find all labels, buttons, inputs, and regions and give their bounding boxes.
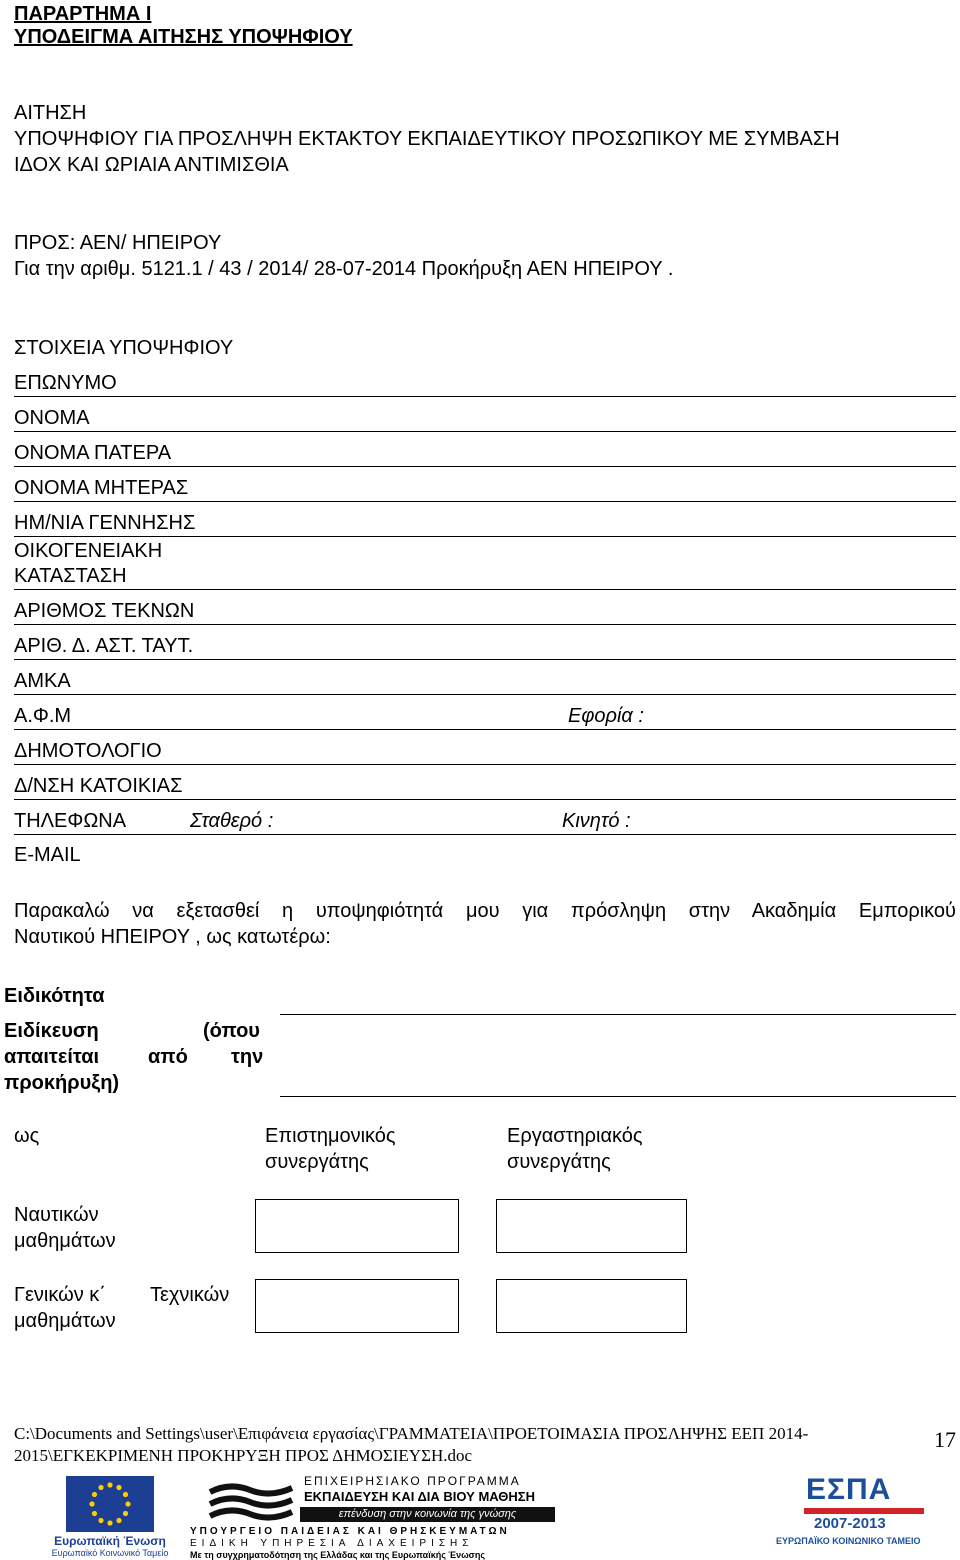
cofinance-note: Με τη συγχρηματοδότηση της Ελλάδας και της Ευρωπαϊκής Ένωσης [190, 1550, 486, 1560]
name-field[interactable] [14, 431, 956, 432]
request-line-1: ΥΠΟΨΗΦΙΟΥ ΓΙΑ ΠΡΟΣΛΗΨΗ ΕΚΤΑΚΤΟΥ ΕΚΠΑΙΔΕΥΤΙΚΟΥ ΠΡΟΣΩΠΙΚΟΥ ΜΕ ΣΥΜΒΑΣΗ [14, 128, 840, 150]
announcement-reference: Για την αριθμ. 5121.1 / 43 / 2014/ 28-07-2014 Προκήρυξη ΑΕΝ ΗΠΕΙΡΟΥ . [14, 258, 674, 280]
espa-fund: ΕΥΡΩΠΑΪΚΟ ΚΟΙΝΩΝΙΚΟ ΤΑΜΕΙΟ [776, 1536, 921, 1546]
id-number-label: ΑΡΙΘ. Δ. ΑΣΤ. ΤΑΥΤ. [14, 635, 194, 657]
annex-title: ΠΑΡΑΡΤΗΜΑ Ι [14, 3, 152, 25]
general-courses-label-1a: Γενικών κ΄ [14, 1284, 106, 1306]
candidate-section-title: ΣΤΟΙΧΕΙΑ ΥΠΟΨΗΦΙΟΥ [14, 337, 234, 359]
sub-specialty-label-2b: από [148, 1046, 188, 1068]
eu-flag-icon [66, 1476, 154, 1532]
role-as-label: ως [14, 1125, 40, 1147]
sub-specialty-label-3: προκήρυξη) [4, 1072, 120, 1094]
programme-name: ΕΚΠΑΙΔΕΥΣΗ ΚΑΙ ΔΙΑ ΒΙΟΥ ΜΑΘΗΣΗ [304, 1489, 535, 1504]
children-field[interactable] [14, 624, 956, 625]
amka-field[interactable] [14, 694, 956, 695]
scientific-collaborator-label-1: Επιστημονικός [265, 1125, 396, 1147]
specialty-label: Ειδικότητα [4, 985, 105, 1007]
address-label: Δ/ΝΣΗ ΚΑΤΟΙΚΙΑΣ [14, 775, 183, 797]
surname-label: ΕΠΩΝΥΜΟ [14, 372, 117, 394]
father-name-field[interactable] [14, 466, 956, 467]
family-status-field[interactable] [14, 589, 956, 590]
children-label: ΑΡΙΘΜΟΣ ΤΕΚΝΩΝ [14, 600, 195, 622]
id-number-field[interactable] [14, 659, 956, 660]
general-courses-label-1b: Τεχνικών [150, 1284, 230, 1306]
recipient: ΠΡΟΣ: ΑΕΝ/ ΗΠΕΙΡΟΥ [14, 232, 222, 254]
specialty-field[interactable] [280, 1014, 956, 1015]
phones-label: ΤΗΛΕΦΩΝΑ [14, 810, 127, 832]
statement-line-2: Ναυτικού ΗΠΕΙΡΟΥ , ως κατωτέρω: [14, 926, 331, 948]
request-line-2: ΙΔΟΧ ΚΑΙ ΩΡΙΑΙΑ ΑΝΤΙΜΙΣΘΙΑ [14, 154, 289, 176]
general-lab-checkbox[interactable] [496, 1279, 687, 1333]
afm-label: Α.Φ.Μ [14, 705, 72, 727]
sub-specialty-label-1a: Ειδίκευση [4, 1020, 99, 1042]
annex-subtitle: ΥΠΟΔΕΙΓΜΑ ΑΙΤΗΣΗΣ ΥΠΟΨΗΦΙΟΥ [14, 26, 353, 48]
esf-label: Ευρωπαϊκό Κοινωνικό Ταμείο [51, 1548, 169, 1558]
ministry-name: ΥΠΟΥΡΓΕΙΟ ΠΑΙΔΕΙΑΣ ΚΑΙ ΘΡΗΣΚΕΥΜΑΤΩΝ [190, 1526, 510, 1537]
name-label: ΟΝΟΜΑ [14, 407, 90, 429]
espa-title: ΕΣΠΑ [806, 1473, 892, 1506]
sub-specialty-label-2a: απαιτείται [4, 1046, 100, 1068]
sub-specialty-label-2c: την [231, 1046, 264, 1068]
surname-field[interactable] [14, 396, 956, 397]
scientific-collaborator-label-2: συνεργάτης [265, 1151, 369, 1173]
birth-date-field[interactable] [14, 536, 956, 537]
municipality-label: ΔΗΜΟΤΟΛΟΓΙΟ [14, 740, 162, 762]
nautical-lab-checkbox[interactable] [496, 1199, 687, 1253]
eu-label: Ευρωπαϊκή Ένωση [54, 1534, 166, 1548]
general-courses-label-2: μαθημάτων [14, 1310, 116, 1332]
amka-label: ΑΜΚΑ [14, 670, 71, 692]
lab-collaborator-label-1: Εργαστηριακός [507, 1125, 643, 1147]
mother-name-field[interactable] [14, 501, 956, 502]
afm-field[interactable] [14, 729, 956, 730]
general-scientific-checkbox[interactable] [255, 1279, 459, 1333]
mobile-label: Κινητό : [562, 810, 631, 832]
nautical-scientific-checkbox[interactable] [255, 1199, 459, 1253]
espa-stripe-icon [804, 1508, 924, 1514]
request-title: ΑΙΤΗΣΗ [14, 102, 87, 124]
programme-title: ΕΠΙΧΕΙΡΗΣΙΑΚΟ ΠΡΟΓΡΑΜΜΑ [304, 1474, 521, 1488]
programme-slogan: επένδυση στην κοινωνία της γνώσης [300, 1507, 555, 1522]
sub-specialty-label-1b: (όπου [203, 1020, 260, 1042]
tax-office-label: Εφορία : [568, 705, 644, 727]
operational-programme-logo [190, 1474, 570, 1560]
managing-authority: ΕΙΔΙΚΗ ΥΠΗΡΕΣΙΑ ΔΙΑΧΕΙΡΙΣΗΣ [190, 1538, 474, 1549]
lab-collaborator-label-2: συνεργάτης [507, 1151, 611, 1173]
page-number: 17 [934, 1427, 956, 1452]
nautical-courses-label-1: Ναυτικών [14, 1204, 99, 1226]
statement-line-1: Παρακαλώ να εξετασθεί η υποψηφιότητά μου για πρόσληψη στην Ακαδημία Εμπορικού [14, 900, 956, 922]
espa-period: 2007-2013 [814, 1515, 886, 1532]
phones-field[interactable] [14, 834, 956, 835]
father-name-label: ΟΝΟΜΑ ΠΑΤΕΡΑ [14, 442, 172, 464]
email-label: E-MAIL [14, 844, 81, 866]
birth-date-label: ΗΜ/ΝΙΑ ΓΕΝΝΗΣΗΣ [14, 512, 196, 534]
municipality-field[interactable] [14, 764, 956, 765]
address-field[interactable] [14, 799, 956, 800]
programme-waves-icon [208, 1480, 294, 1526]
espa-logo [776, 1474, 936, 1560]
family-status-label-1: ΟΙΚΟΓΕΝΕΙΑΚΗ [14, 540, 163, 562]
eu-logo [42, 1476, 178, 1560]
mother-name-label: ΟΝΟΜΑ ΜΗΤΕΡΑΣ [14, 477, 189, 499]
file-path-line-2: 2015\ΕΓΚΕΚΡΙΜΕΝΗ ΠΡΟΚΗΡΥΞΗ ΠΡΟΣ ΔΗΜΟΣΙΕΥΣΗ.doc [14, 1446, 473, 1465]
nautical-courses-label-2: μαθημάτων [14, 1230, 116, 1252]
sub-specialty-field[interactable] [280, 1096, 956, 1097]
landline-label: Σταθερό : [190, 810, 274, 832]
family-status-label-2: ΚΑΤΑΣΤΑΣΗ [14, 565, 127, 587]
file-path-line-1: C:\Documents and Settings\user\Επιφάνεια εργασίας\ΓΡΑΜΜΑΤΕΙΑ\ΠΡΟΕΤΟΙΜΑΣΙΑ ΠΡΟΣΛΗΨΗΣ ΕΕΠ 2014- [14, 1424, 809, 1443]
